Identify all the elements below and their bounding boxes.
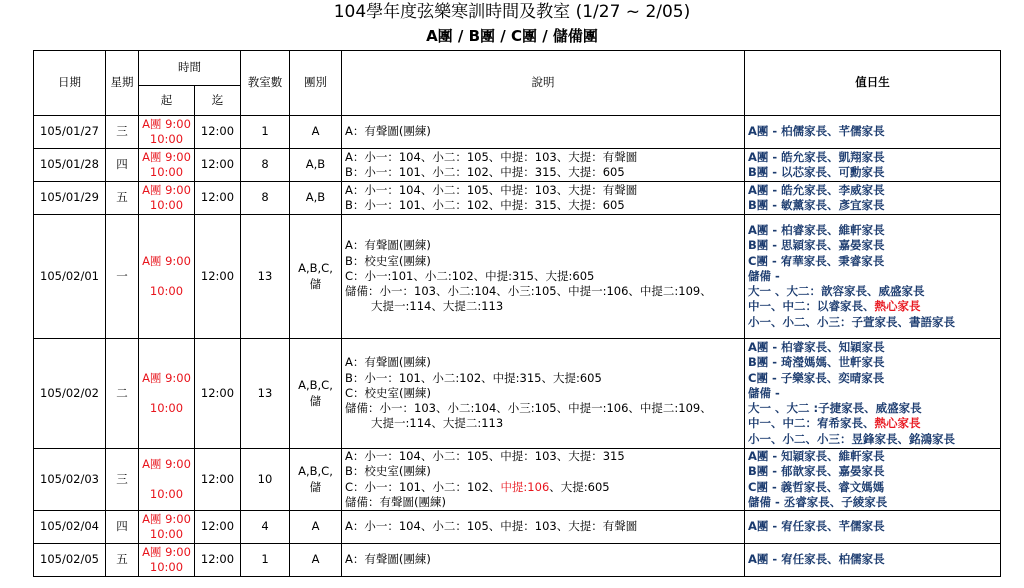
duty-cell: A團 - 宥任家長、柏儒家長 xyxy=(745,544,1001,577)
groups-cell: A xyxy=(290,116,342,149)
groups-cell: A,B xyxy=(290,149,342,182)
table-row xyxy=(34,116,1001,149)
weekday-cell: 一 xyxy=(106,215,139,339)
start-cell: A團 9:00 10:00 xyxy=(139,116,195,149)
groups-cell: A xyxy=(290,544,342,577)
weekday-cell: 四 xyxy=(106,149,139,182)
description-cell: A：小一：104、小二：105、中提：103、大提：有聲圖 xyxy=(342,511,745,544)
weekday-cell: 四 xyxy=(106,511,139,544)
table-row xyxy=(34,511,1001,544)
end-cell: 12:00 xyxy=(195,149,241,182)
weekday-cell: 五 xyxy=(106,182,139,215)
duty-cell: A團 - 柏儒家長、芊儒家長 xyxy=(745,116,1001,149)
end-cell: 12:00 xyxy=(195,544,241,577)
description-cell: A：小一：104、小二：105、中提：103、大提：有聲圖 B：小一：101、小二：102、中提：315、大提：605 xyxy=(342,182,745,215)
header-date: 日期 xyxy=(34,51,106,116)
header-groups: 團別 xyxy=(290,51,342,116)
date-cell: 105/02/03 xyxy=(34,449,106,511)
page-title: 104學年度弦樂寒訓時間及教室 (1/27 ~ 2/05) xyxy=(333,2,691,22)
table-row xyxy=(34,339,1001,449)
groups-cell: A,B,C,儲 xyxy=(290,339,342,449)
duty-cell: A團 - 柏睿家長、維軒家長 B團 - 思穎家長、嘉晏家長 C團 - 宥華家長、秉睿家長 儲備 - 大一 、大二：歆容家長、威盛家長 中一、中二：以睿家長、熱心家長 小一、小二、小三：子萱家長、書語家長 xyxy=(745,215,1001,339)
date-cell: 105/02/04 xyxy=(34,511,106,544)
date-cell: 105/01/29 xyxy=(34,182,106,215)
table-row xyxy=(34,149,1001,182)
date-cell: 105/02/02 xyxy=(34,339,106,449)
start-cell: A團 9:00 10:00 xyxy=(139,149,195,182)
header-description: 說明 xyxy=(342,51,745,116)
table-row xyxy=(34,182,1001,215)
header-rooms: 教室數 xyxy=(241,51,290,116)
date-cell: 105/02/05 xyxy=(34,544,106,577)
schedule-table xyxy=(33,50,1001,577)
end-cell: 12:00 xyxy=(195,449,241,511)
start-cell: A團 9:00 10:00 xyxy=(139,511,195,544)
weekday-cell: 三 xyxy=(106,116,139,149)
end-cell: 12:00 xyxy=(195,511,241,544)
description-cell: A：有聲圖(團練) B：小一：101、小二:102、中提:315、大提:605 C：校史室(團練) 儲備：小一：103、小二:104、小三:105、中提一:106、中提二:109、 大提一:114、大提二:113 xyxy=(342,339,745,449)
end-cell: 12:00 xyxy=(195,182,241,215)
start-cell: A團 9:00 10:00 xyxy=(139,449,195,511)
date-cell: 105/01/27 xyxy=(34,116,106,149)
groups-cell: A,B,C,儲 xyxy=(290,449,342,511)
header-time: 時間 xyxy=(139,51,241,86)
header-start: 起 xyxy=(139,86,195,116)
end-cell: 12:00 xyxy=(195,116,241,149)
table-row xyxy=(34,215,1001,339)
start-cell: A團 9:00 10:00 xyxy=(139,544,195,577)
weekday-cell: 五 xyxy=(106,544,139,577)
duty-cell: A團 - 宥任家長、芊儒家長 xyxy=(745,511,1001,544)
date-cell: 105/01/28 xyxy=(34,149,106,182)
end-cell: 12:00 xyxy=(195,215,241,339)
description-cell: A：小一：104、小二：105、中提：103、大提：315 B：校史室(團練) C：小一：101、小二：102、中提:106、大提:605 儲備：有聲圖(團練) xyxy=(342,449,745,511)
page-subtitle: A團 / B團 / C團 / 儲備團 xyxy=(426,27,598,45)
rooms-cell: 8 xyxy=(241,149,290,182)
duty-cell: A團 - 知穎家長、維軒家長 B團 - 郁歆家長、嘉晏家長 C團 - 義哲家長、睿文媽媽 儲備 - 丞睿家長、子綾家長 xyxy=(745,449,1001,511)
table-row xyxy=(34,449,1001,511)
rooms-cell: 13 xyxy=(241,215,290,339)
start-cell: A團 9:00 10:00 xyxy=(139,215,195,339)
weekday-cell: 二 xyxy=(106,339,139,449)
rooms-cell: 8 xyxy=(241,182,290,215)
start-cell: A團 9:00 10:00 xyxy=(139,182,195,215)
duty-cell: A團 - 皓允家長、李威家長 B團 - 敏薰家長、彥宜家長 xyxy=(745,182,1001,215)
weekday-cell: 三 xyxy=(106,449,139,511)
description-cell: A：有聲圖(團練) xyxy=(342,116,745,149)
description-cell: A：有聲圖(團練) xyxy=(342,544,745,577)
header-duty: 值日生 xyxy=(745,51,1001,116)
description-cell: A：小一：104、小二：105、中提：103、大提：有聲圖 B：小一：101、小二：102、中提：315、大提：605 xyxy=(342,149,745,182)
rooms-cell: 1 xyxy=(241,116,290,149)
header-weekday: 星期 xyxy=(106,51,139,116)
groups-cell: A,B xyxy=(290,182,342,215)
header-end: 迄 xyxy=(195,86,241,116)
rooms-cell: 4 xyxy=(241,511,290,544)
end-cell: 12:00 xyxy=(195,339,241,449)
rooms-cell: 13 xyxy=(241,339,290,449)
duty-cell: A團 - 柏睿家長、知穎家長 B團 - 琦瀅媽媽、世軒家長 C團 - 子樂家長、奕晴家長 儲備 - 大一 、大二 :子捷家長、威盛家長 中一、中二：宥希家長、熱心家長 小一、小二、小三：昱鋒家長、銘鴻家長 xyxy=(745,339,1001,449)
duty-cell: A團 - 皓允家長、凱翔家長 B團 - 以芯家長、可勳家長 xyxy=(745,149,1001,182)
date-cell: 105/02/01 xyxy=(34,215,106,339)
start-cell: A團 9:00 10:00 xyxy=(139,339,195,449)
rooms-cell: 10 xyxy=(241,449,290,511)
rooms-cell: 1 xyxy=(241,544,290,577)
description-cell: A：有聲圖(團練) B：校史室(團練) C：小一:101、小二:102、中提:315、大提:605 儲備：小一：103、小二:104、小三:105、中提一:106、中提二:109、 大提一:114、大提二:113 xyxy=(342,215,745,339)
table-row xyxy=(34,544,1001,577)
groups-cell: A xyxy=(290,511,342,544)
groups-cell: A,B,C,儲 xyxy=(290,215,342,339)
